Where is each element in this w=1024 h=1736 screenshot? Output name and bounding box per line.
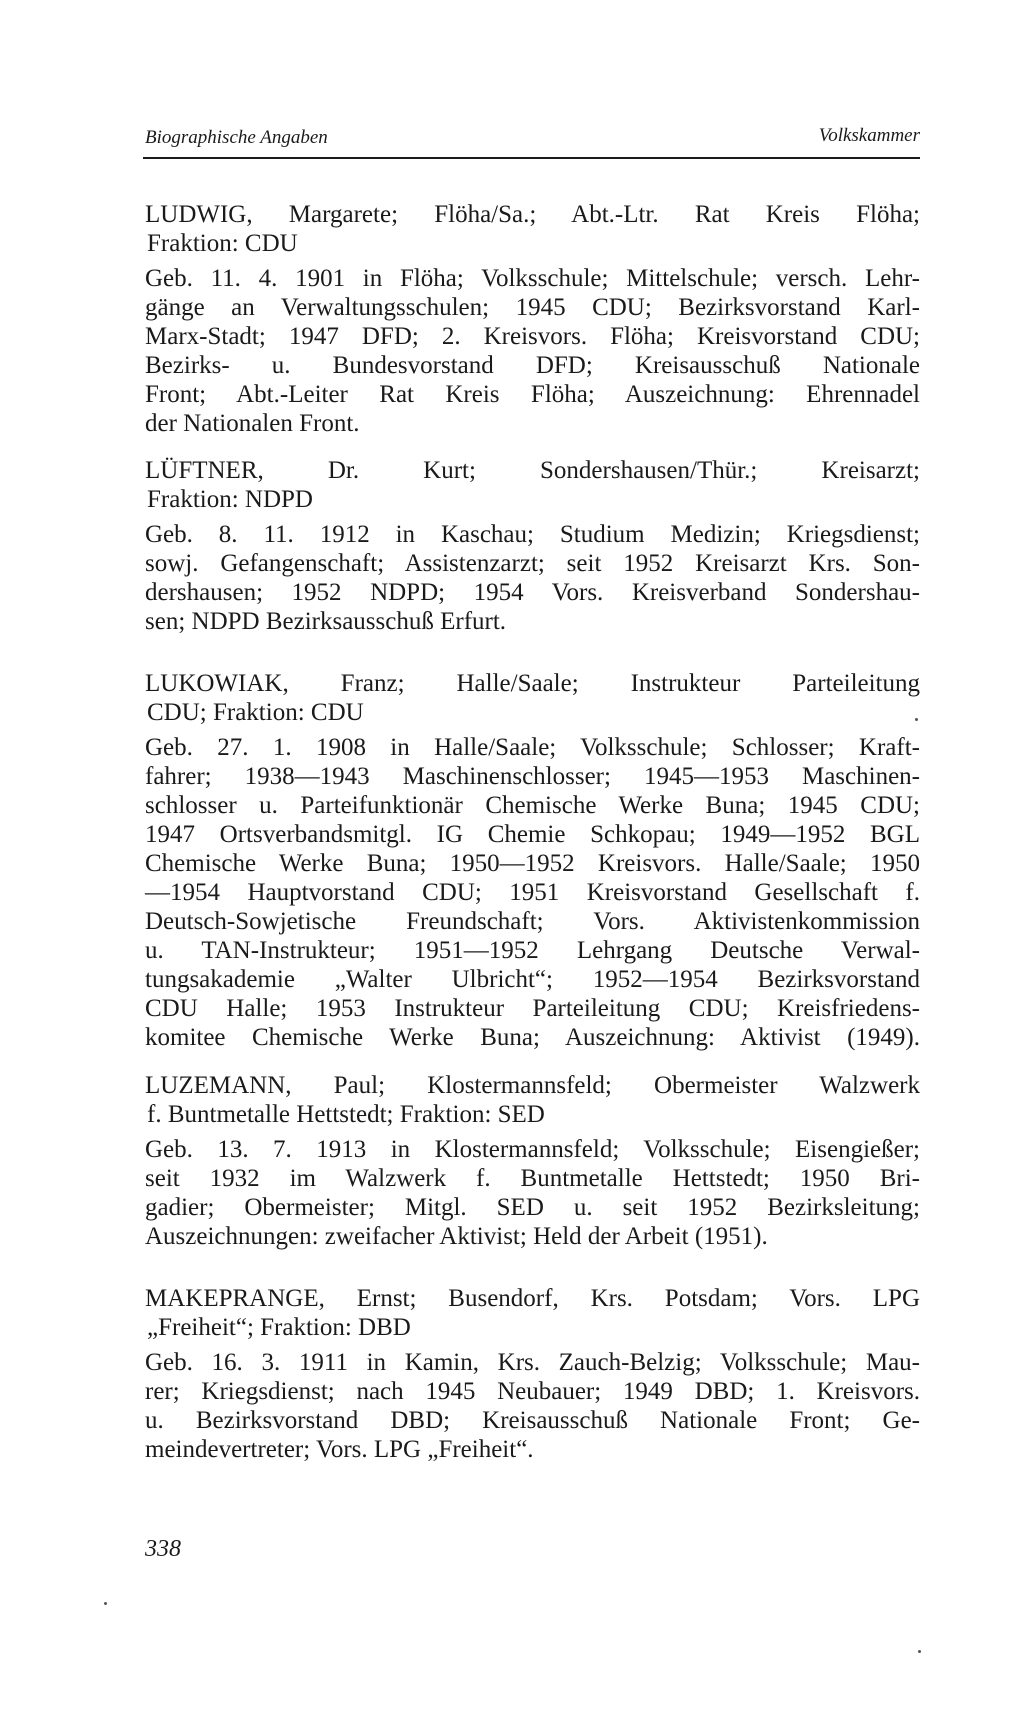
biography-line: u. TAN-Instrukteur; 1951—1952 Lehrgang Deutsche Verwal- — [145, 937, 920, 964]
print-speck — [104, 1602, 107, 1605]
entry-heading — [145, 1071, 920, 1129]
biography-line: sen; NDPD Bezirksausschuß Erfurt. — [145, 608, 507, 635]
biography-line: Geb. 27. 1. 1908 in Halle/Saale; Volksschule; Schlosser; Kraft- — [145, 734, 920, 761]
entry-heading-line: LUKOWIAK, Franz; Halle/Saale; Instrukteur Parteileitung — [145, 670, 920, 697]
biography-line: Marx-Stadt; 1947 DFD; 2. Kreisvors. Flöha; Kreisvorstand CDU; — [145, 323, 920, 350]
entry-heading-line: LUZEMANN, Paul; Klostermannsfeld; Obermeister Walzwerk — [145, 1072, 920, 1099]
biography-line: Bezirks- u. Bundesvorstand DFD; Kreisausschuß Nationale — [145, 352, 920, 379]
biography-line: dershausen; 1952 NDPD; 1954 Vors. Kreisverband Sondershau- — [145, 579, 920, 606]
print-speck — [918, 1650, 921, 1653]
entry-heading — [145, 669, 920, 727]
biography-line: meindevertreter; Vors. LPG „Freiheit“. — [145, 1436, 534, 1463]
biography-line: rer; Kriegsdienst; nach 1945 Neubauer; 1949 DBD; 1. Kreisvors. — [145, 1378, 920, 1405]
biography-line: Geb. 11. 4. 1901 in Flöha; Volksschule; Mittelschule; versch. Lehr- — [145, 265, 920, 292]
biography-line: Front; Abt.-Leiter Rat Kreis Flöha; Auszeichnung: Ehrennadel — [145, 381, 920, 408]
biography-line: Geb. 16. 3. 1911 in Kamin, Krs. Zauch-Belzig; Volksschule; Mau- — [145, 1349, 920, 1376]
entry-biography — [145, 264, 920, 438]
biography-line: Chemische Werke Buna; 1950—1952 Kreisvors. Halle/Saale; 1950 — [145, 850, 920, 877]
biography-line: Deutsch-Sowjetische Freundschaft; Vors. Aktivistenkommission — [145, 908, 920, 935]
biography-line: gadier; Obermeister; Mitgl. SED u. seit 1952 Bezirksleitung; — [145, 1194, 920, 1221]
biography-line: sowj. Gefangenschaft; Assistenzarzt; seit 1952 Kreisarzt Krs. Son- — [145, 550, 920, 577]
biography-line: CDU Halle; 1953 Instrukteur Parteileitung CDU; Kreisfriedens- — [145, 995, 920, 1022]
entry-biography — [145, 733, 920, 1052]
running-header — [143, 121, 920, 159]
entry-biography — [145, 1348, 920, 1464]
entry-heading — [145, 456, 920, 514]
entry-heading-line: Fraktion: CDU — [147, 230, 298, 257]
page-number: 338 — [145, 1536, 181, 1562]
print-speck — [915, 718, 918, 721]
entry-heading-line: LÜFTNER, Dr. Kurt; Sondershausen/Thür.; Kreisarzt; — [145, 457, 920, 484]
header-left-title: Biographische Angaben — [145, 127, 328, 148]
biography-line: 1947 Ortsverbandsmitgl. IG Chemie Schkopau; 1949—1952 BGL — [145, 821, 920, 848]
biography-entry — [145, 200, 920, 438]
biography-line: der Nationalen Front. — [145, 410, 360, 437]
entry-heading-line: CDU; Fraktion: CDU — [147, 699, 364, 726]
entry-heading-line: LUDWIG, Margarete; Flöha/Sa.; Abt.-Ltr. Rat Kreis Flöha; — [145, 201, 920, 228]
entry-biography — [145, 1135, 920, 1251]
biography-line: Auszeichnungen: zweifacher Aktivist; Held der Arbeit (1951). — [145, 1223, 768, 1250]
biography-line: schlosser u. Parteifunktionär Chemische Werke Buna; 1945 CDU; — [145, 792, 920, 819]
biography-line: Geb. 8. 11. 1912 in Kaschau; Studium Medizin; Kriegsdienst; — [145, 521, 920, 548]
entry-heading-line: Fraktion: NDPD — [147, 486, 313, 513]
entry-heading-line: MAKEPRANGE, Ernst; Busendorf, Krs. Potsdam; Vors. LPG — [145, 1285, 920, 1312]
entry-biography — [145, 520, 920, 636]
biography-line: tungsakademie „Walter Ulbricht“; 1952—1954 Bezirksvorstand — [145, 966, 920, 993]
biography-entry — [145, 1284, 920, 1464]
entry-heading — [145, 1284, 920, 1342]
entry-heading-line: f. Buntmetalle Hettstedt; Fraktion: SED — [147, 1101, 545, 1128]
biography-line: Geb. 13. 7. 1913 in Klostermannsfeld; Volksschule; Eisengießer; — [145, 1136, 920, 1163]
biography-entry — [145, 1071, 920, 1251]
biography-line: u. Bezirksvorstand DBD; Kreisausschuß Nationale Front; Ge- — [145, 1407, 920, 1434]
entry-heading-line: „Freiheit“; Fraktion: DBD — [147, 1314, 411, 1341]
entry-heading — [145, 200, 920, 258]
biography-line: seit 1932 im Walzwerk f. Buntmetalle Hettstedt; 1950 Bri- — [145, 1165, 920, 1192]
biography-line: —1954 Hauptvorstand CDU; 1951 Kreisvorstand Gesellschaft f. — [145, 879, 920, 906]
biography-entry — [145, 456, 920, 636]
biography-line: fahrer; 1938—1943 Maschinenschlosser; 1945—1953 Maschinen- — [145, 763, 920, 790]
biography-line: komitee Chemische Werke Buna; Auszeichnung: Aktivist (1949). — [145, 1024, 920, 1051]
biography-line: gänge an Verwaltungsschulen; 1945 CDU; Bezirksvorstand Karl- — [145, 294, 920, 321]
biography-entry — [145, 669, 920, 1052]
header-right-title: Volkskammer — [818, 125, 920, 146]
